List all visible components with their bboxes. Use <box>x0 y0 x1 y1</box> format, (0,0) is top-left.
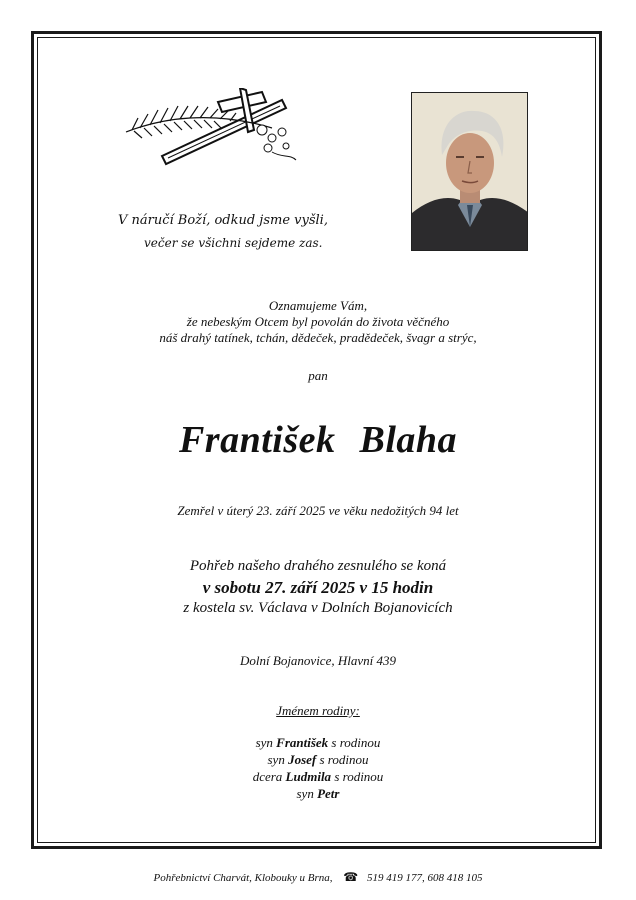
phone-numbers: 519 419 177, 608 418 105 <box>366 872 483 884</box>
family-list <box>0 734 636 802</box>
family-member: syn Josef s rodinou <box>267 752 369 767</box>
funeral-date: v sobotu 27. září 2025 v 15 hodin <box>202 578 434 597</box>
deceased-name: František Blaha <box>178 419 458 461</box>
family-member: dcera Ludmila s rodinou <box>252 769 384 784</box>
announcement <box>0 298 636 346</box>
funeral-info <box>0 556 636 619</box>
portrait-image <box>412 93 528 251</box>
funeral-company: Pohřebnictví Charvát, Klobouky u Brna, <box>153 872 333 884</box>
title-word: pan <box>308 368 328 383</box>
footer <box>0 870 636 885</box>
announcement-line-2: že nebeským Otcem byl povolán do života věčného <box>186 314 450 329</box>
motto-line-2: večer se všichni sejdeme zas. <box>144 236 323 250</box>
portrait-photo <box>411 92 528 251</box>
family-member: syn Petr <box>296 786 340 801</box>
motto <box>118 210 378 254</box>
address: Dolní Bojanovice, Hlavní 439 <box>240 653 396 668</box>
announcement-line-1: Oznamujeme Vám, <box>268 298 368 313</box>
funeral-location: z kostela sv. Václava v Dolních Bojanovicích <box>183 600 453 616</box>
telephone-icon: ☎ <box>343 870 359 884</box>
family-title: Jménem rodiny: <box>276 703 360 718</box>
motto-line-1: V náručí Boží, odkud jsme vyšli, <box>118 213 328 228</box>
family-member: syn František s rodinou <box>255 735 381 750</box>
funeral-line-1: Pohřeb našeho drahého zesnulého se koná <box>189 558 447 574</box>
death-info: Zemřel v úterý 23. září 2025 ve věku nedožitých 94 let <box>177 503 459 518</box>
cross-palm-icon <box>122 88 302 166</box>
announcement-line-3: náš drahý tatínek, tchán, dědeček, pradědeček, švagr a strýc, <box>159 330 477 345</box>
